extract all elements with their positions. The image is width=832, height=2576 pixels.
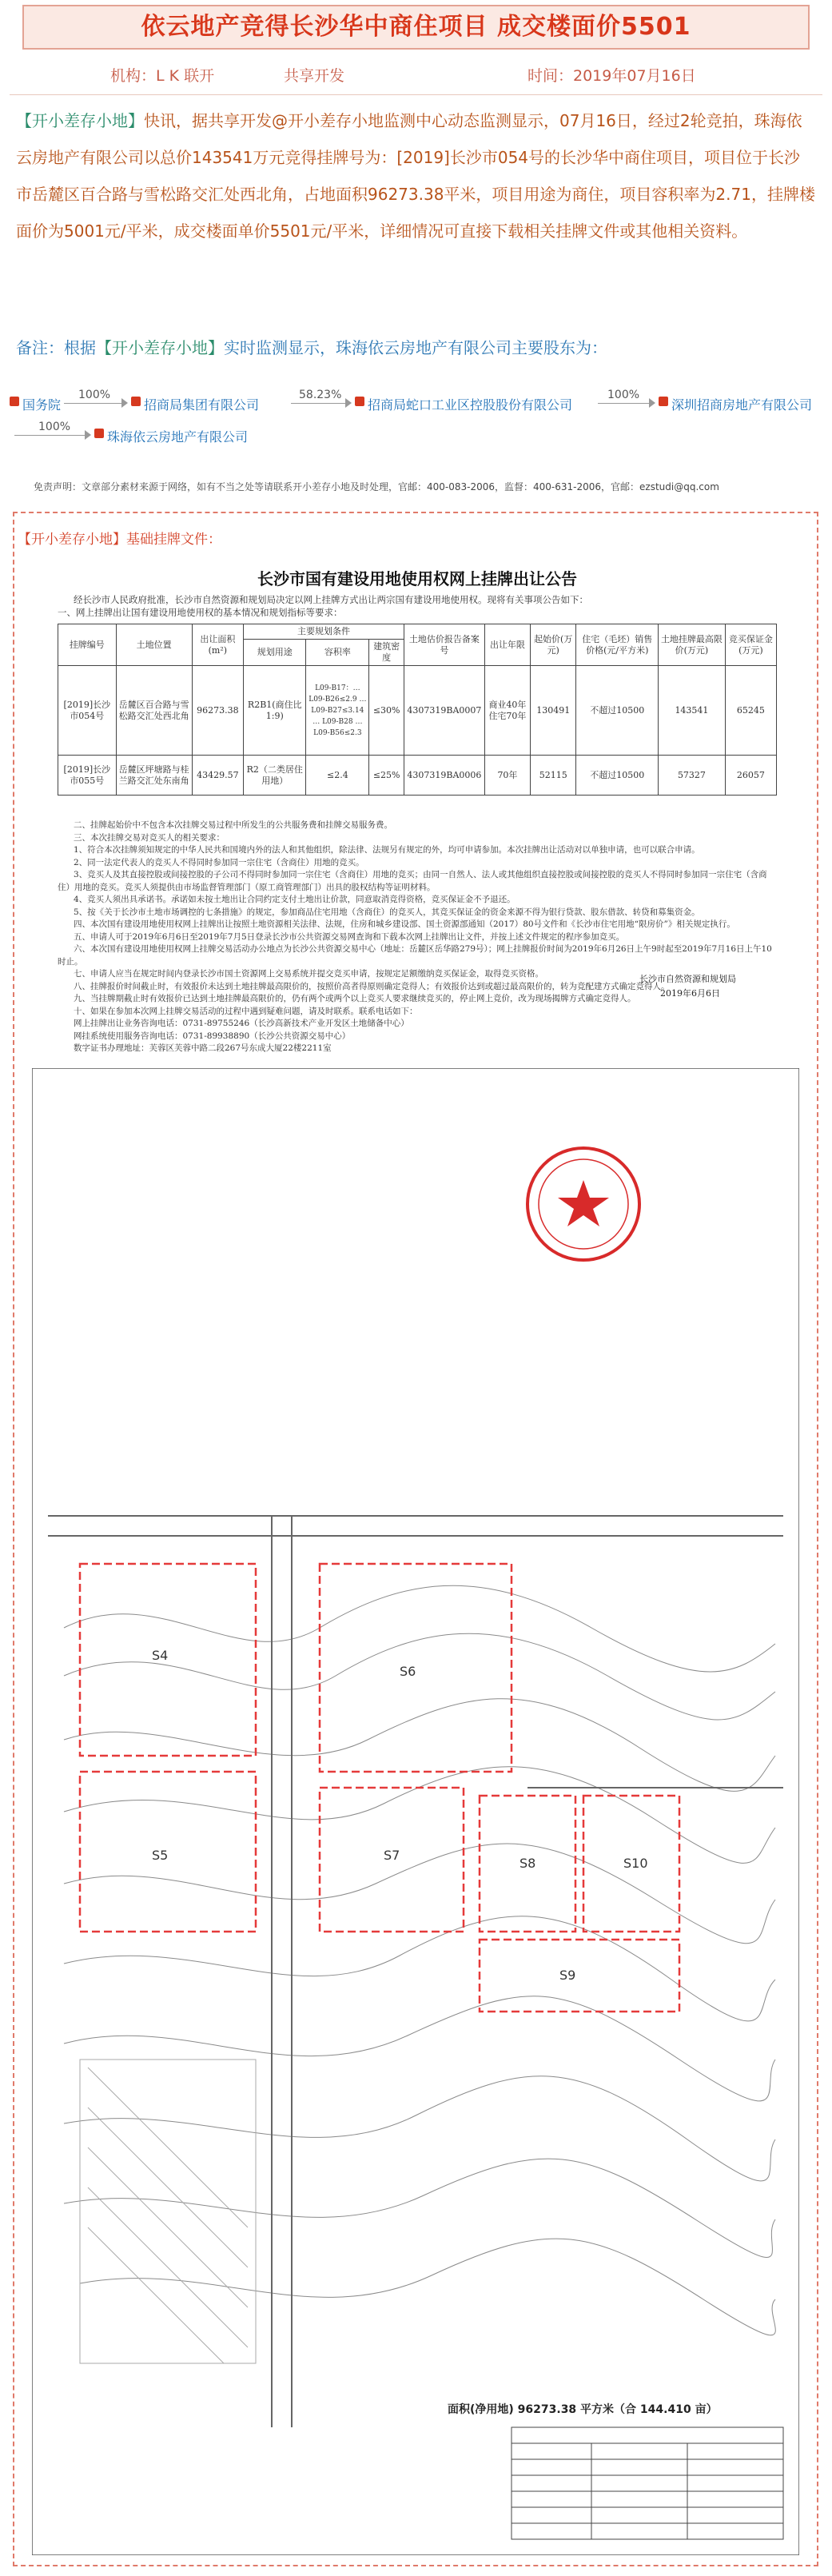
chain-pct: 100% <box>607 389 640 401</box>
site-plan-map <box>32 1068 799 2555</box>
th-years: 出让年限 <box>484 624 530 666</box>
chain-pct: 58.23% <box>299 389 342 401</box>
equity-chain-row-1 <box>10 389 825 416</box>
document-label: 【开小差存小地】基础挂牌文件： <box>18 532 221 548</box>
disclaimer: 免责声明：文章部分素材来源于网络，如有不当之处等请联系开小差存小地及时处理，官邮：400-083-2006，监督：400-631-2006，官邮：ezstudi@qq.com <box>34 481 719 492</box>
meta-org: 机构：L K 联开 <box>110 67 215 85</box>
cell-far: ≤2.4 <box>306 756 369 796</box>
cell-loc: 岳麓区坪塘路与桂兰路交汇处东南角 <box>116 756 192 796</box>
clause: 八、挂牌报价时间截止时，有效报价未达到土地挂牌最高限价的，按照价高者得原则确定竞得人；有效报价达到或超过最高限价的，转为竞配建方式确定竞得人。 <box>74 981 670 991</box>
notice-sign-org: 长沙市自然资源和规划局 <box>639 974 736 984</box>
land-table <box>58 624 777 796</box>
cell-dep: 26057 <box>725 756 776 796</box>
cell-area: 43429.57 <box>192 756 244 796</box>
notice-clauses <box>58 819 777 1055</box>
chain-node-zhuhai-yiyun[interactable]: 珠海依云房地产有限公司 <box>107 429 249 445</box>
chain-connector <box>64 403 121 404</box>
cell-price: 不超过10500 <box>576 666 659 756</box>
cell-cap: 143541 <box>659 666 726 756</box>
cell-den: ≤30% <box>369 666 404 756</box>
plot-label: S6 <box>400 1664 416 1679</box>
plot-label: S5 <box>152 1848 169 1863</box>
notice-title: 长沙市国有建设用地使用权网上挂牌出让公告 <box>257 569 577 588</box>
cell-years: 商业40年住宅70年 <box>484 666 530 756</box>
shareholder-note <box>16 336 815 360</box>
chain-node-state-council[interactable]: 国务院 <box>22 397 62 413</box>
notice-intro <box>58 593 777 619</box>
news-body: 快讯，据共享开发@开小差存小地监测中心动态监测显示，07月16日，经过2轮竞拍，珠海依云房地产有限公司以总价143541万元竞得挂牌号为：[2019]长沙市054号的长沙华中商住项目，项目位于长沙市岳麓区百合路与雪松路交汇处西北角，占地面积96273.38平米，项目用途为商住，项目容积率为2.71，挂牌楼面价为5001元/平米，成交楼面单价5501元/平米，详细情况可直接下载相关挂牌文件或其他相关资料。 <box>16 111 815 241</box>
chain-connector <box>598 403 649 404</box>
clause: 3、竞买人及其直接控股或间接控股的子公司不得同时参加同一宗住宅（含商住）用地的竞买；由同一自然人、法人或其他组织直接控股或间接控股的竞买人不得同时参加同一宗住宅（含商住）用地的竞买。竞买人须提供由市场监督管理部门（原工商管理部门）出具的股权结构等证明材料。 <box>58 870 767 892</box>
cell-area: 96273.38 <box>192 666 244 756</box>
clause: 网挂系统使用服务咨询电话：0731-89938890（长沙公共资源交易中心） <box>74 1031 351 1041</box>
company-icon <box>131 397 141 406</box>
table-row <box>58 756 777 796</box>
th-area: 出让面积(m²) <box>192 624 244 666</box>
th-cap: 土地挂牌最高限价(万元) <box>659 624 726 666</box>
clause: 四、本次国有建设用地使用权网上挂牌出让按照土地资源相关法律、法规，住房和城乡建设部、国土资源部通知（2017）80号文件和《长沙市住宅用地“限房价”》相关规定执行。 <box>74 919 735 929</box>
clause: 数字证书办理地址：芙蓉区芙蓉中路二段267号东成大厦22楼2211室 <box>74 1043 332 1053</box>
cell-report: 4307319BA0007 <box>404 666 484 756</box>
th-loc: 土地位置 <box>116 624 192 666</box>
company-icon <box>659 397 668 406</box>
arrow-right-icon <box>121 398 128 408</box>
cell-report: 4307319BA0006 <box>404 756 484 796</box>
th-report: 土地估价报告备案号 <box>404 624 484 666</box>
cell-start: 130491 <box>531 666 576 756</box>
state-council-icon <box>10 397 19 406</box>
cell-no: [2019]长沙市054号 <box>58 666 117 756</box>
notice-intro-1: 经长沙市人民政府批准，长沙市自然资源和规划局决定以网上挂牌方式出让两宗国有建设用地使用权。现将有关事项公告如下： <box>74 594 588 605</box>
chain-pct: 100% <box>78 389 111 401</box>
news-paragraph <box>16 102 815 249</box>
article-meta <box>0 64 832 88</box>
arrow-right-icon <box>345 398 352 408</box>
cell-start: 52115 <box>531 756 576 796</box>
plot-label: S8 <box>520 1856 536 1871</box>
chain-node-shekou[interactable]: 招商局蛇口工业区控股股份有限公司 <box>368 397 573 413</box>
chain-connector <box>14 435 85 436</box>
cell-no: [2019]长沙市055号 <box>58 756 117 796</box>
clause: 五、申请人可于2019年6月6日至2019年7月5日登录长沙市公共资源交易网查询和下载本次网上挂牌出让文件，并按上述文件规定的程序参加竞买。 <box>74 931 625 942</box>
clause: 2、同一法定代表人的竞买人不得同时参加同一宗住宅（含商住）用地的竞买。 <box>74 857 364 867</box>
cell-years: 70年 <box>484 756 530 796</box>
clause: 七、申请人应当在规定时间内登录长沙市国土资源网上交易系统并提交竞买申请，按规定足额缴纳竞买保证金，取得竞买资格。 <box>74 969 543 979</box>
divider <box>10 94 822 95</box>
clause: 5、按《关于长沙市土地市场调控的七条措施》的规定，参加商品住宅用地（含商住）的竞买人，其竞买保证金的资金来源不得为银行贷款、股东借款、转贷和募集资金。 <box>74 907 700 917</box>
cell-price: 不超过10500 <box>576 756 659 796</box>
clause: 网上挂牌出让业务咨询电话：0731-89755246（长沙高新技术产业开发区土地储备中心） <box>74 1019 409 1028</box>
site-plan-drawing <box>32 1068 799 2555</box>
th-dep: 竞买保证金(万元) <box>725 624 776 666</box>
clause: 1、符合本次挂牌须知规定的中华人民共和国境内外的法人和其他组织，除法律、法规另有规定的外，均可申请参加。本次挂牌出让活动对以单独申请，也可以联合申请。 <box>74 845 700 855</box>
map-area-caption: 面积(净用地) 96273.38 平方米（合 144.410 亩） <box>448 2403 718 2416</box>
chain-connector <box>291 403 345 404</box>
clause: 4、竞买人须出具承诺书。承诺如未按土地出让合同约定支付土地出让价款，同意取消竞得资格，竞买保证金不予退还。 <box>74 895 516 904</box>
article-title: 依云地产竞得长沙华中商住项目 成交楼面价5501 <box>141 13 691 41</box>
th-price: 住宅（毛坯）销售价格(元/平方米) <box>576 624 659 666</box>
clause: 九、当挂牌期截止时有效报价已达到土地挂牌最高限价的，仍有两个或两个以上竞买人要求继续竞买的，停止网上竞价，改为现场揭牌方式确定竞得人。 <box>74 994 636 1003</box>
th-plan: 主要规划条件 <box>244 624 404 640</box>
chain-node-cmg[interactable]: 招商局集团有限公司 <box>144 397 260 413</box>
th-far: 容积率 <box>306 640 369 666</box>
notice-sign-date: 2019年6月6日 <box>660 988 720 999</box>
note-tag: 【开小差存小地】 <box>96 338 224 357</box>
chain-pct: 100% <box>38 421 71 433</box>
note-prefix: 备注：根据 <box>16 338 96 357</box>
cell-loc: 岳麓区百合路与雪松路交汇处西北角 <box>116 666 192 756</box>
cell-den: ≤25% <box>369 756 404 796</box>
clause: 十、如果在参加本次网上挂牌交易活动的过程中遇到疑难问题，请及时联系。联系电话如下： <box>74 1006 418 1016</box>
plot-label: S7 <box>384 1848 400 1863</box>
meta-tagline: 共享开发 <box>284 67 345 85</box>
arrow-right-icon <box>85 430 91 440</box>
map-sheet <box>32 1068 799 2555</box>
plot-label: S4 <box>152 1648 169 1663</box>
clause: 六、本次国有建设用地使用权网上挂牌交易活动办公地点为长沙公共资源交易中心（地址：岳麓区岳华路279号）；网上挂牌报价时间为2019年6月26日上午9时起至2019年7月16日上午10时止。 <box>58 944 772 967</box>
clause: 三、本次挂牌交易对竞买人的相关要求： <box>74 832 225 843</box>
th-no: 挂牌编号 <box>58 624 117 666</box>
equity-chain-row-2 <box>10 421 825 448</box>
th-den: 建筑密度 <box>369 640 404 666</box>
chain-node-szcm[interactable]: 深圳招商房地产有限公司 <box>671 397 813 413</box>
arrow-right-icon <box>649 398 655 408</box>
news-tag: 【开小差存小地】 <box>16 111 144 130</box>
cell-use: R2B1(商住比1:9) <box>244 666 306 756</box>
th-use: 规划用途 <box>244 640 306 666</box>
cell-dep: 65245 <box>725 666 776 756</box>
company-icon <box>355 397 364 406</box>
clause: 二、挂牌起始价中不包含本次挂牌交易过程中所发生的公共服务费和挂牌交易服务费。 <box>74 820 392 830</box>
table-row <box>58 666 777 756</box>
meta-time: 时间：2019年07月16日 <box>527 67 696 85</box>
company-icon <box>94 429 104 438</box>
note-body: 实时监测显示，珠海依云房地产有限公司主要股东为： <box>224 338 607 357</box>
notice-intro-2: 一、网上挂牌出让国有建设用地使用权的基本情况和规划指标等要求： <box>58 607 343 618</box>
cell-far: L09-B17：… L09-B26≤2.9 … L09-B27≤3.14 … L09-B28 … L09-B56≤2.3 <box>306 666 369 756</box>
article-title-bar <box>22 5 810 50</box>
plot-label: S9 <box>559 1968 576 1983</box>
th-start: 起始价(万元) <box>531 624 576 666</box>
plot-label: S10 <box>623 1856 648 1871</box>
cell-cap: 57327 <box>659 756 726 796</box>
cell-use: R2（二类居住用地） <box>244 756 306 796</box>
